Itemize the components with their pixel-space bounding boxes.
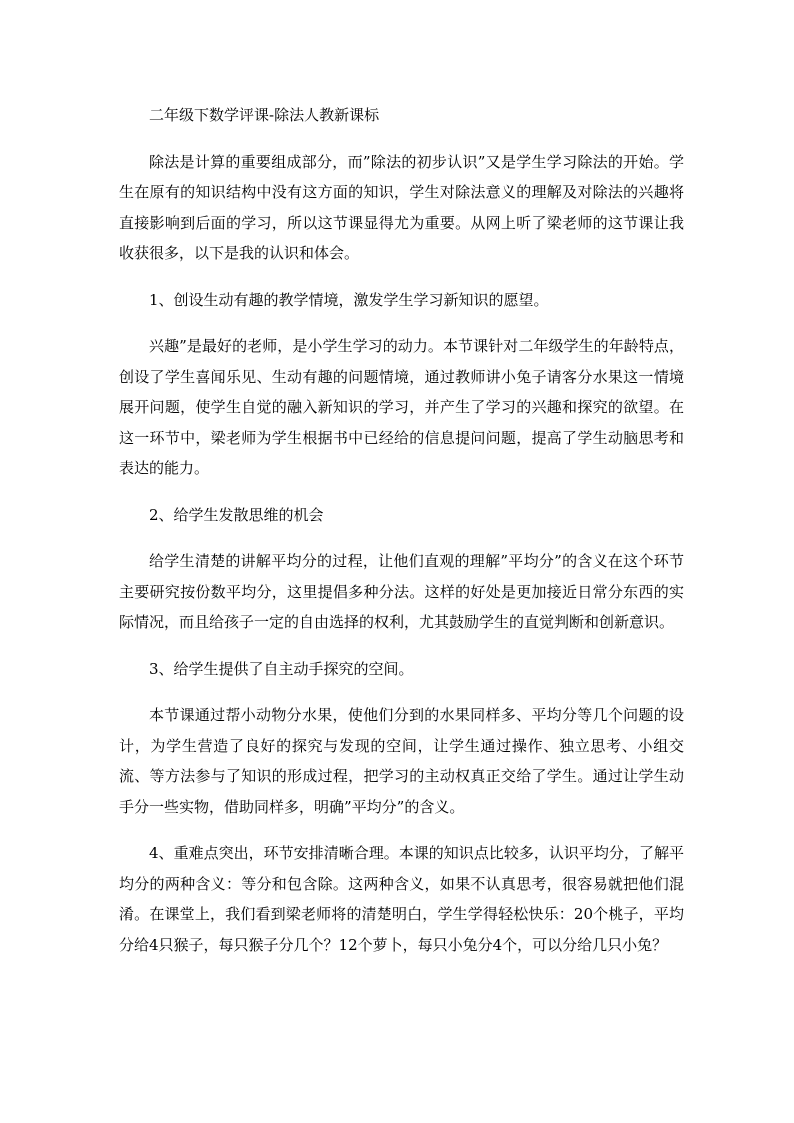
section-paragraph-2: 给学生清楚的讲解平均分的过程，让他们直观的理解”平均分”的含义在这个环节主要研究按份数平均分，这里提倡多种分法。这样的好处是更加接近日常分东西的实际情况，而且给孩子一定的自由选择的权利，尤其鼓励学生的直觉判断和创新意识。 (119, 552, 684, 631)
section-heading-1: 1、创设生动有趣的教学情境，激发学生学习新知识的愿望。 (149, 290, 549, 309)
section-paragraph-3: 本节课通过帮小动物分水果，使他们分到的水果同样多、平均分等几个问题的设计，为学生营造了良好的探究与发现的空间，让学生通过操作、独立思考、小组交流、等方法参与了知识的形成过程，把学习的主动权真正交给了学生。通过让学生动手分一些实物，借助同样多，明确”平均分”的含义。 (119, 706, 684, 816)
section-heading-3: 3、给学生提供了自主动手探究的空间。 (149, 659, 414, 678)
intro-paragraph: 除法是计算的重要组成部分，而”除法的初步认识”又是学生学习除法的开始。学生在原有的知识结构中没有这方面的知识，学生对除法意义的理解及对除法的兴趣将直接影响到后面的学习，所以这节课显得尤为重要。从网上听了梁老师的这节课让我收获很多，以下是我的认识和体会。 (119, 152, 684, 262)
section-heading-2: 2、给学生发散思维的机会 (149, 505, 324, 524)
document-title: 二年级下数学评课-除法人教新课标 (149, 106, 380, 124)
document-body (119, 100, 684, 976)
section-paragraph-1: 兴趣”是最好的老师，是小学生学习的动力。本节课针对二年级学生的年龄特点，创设了学生喜闻乐见、生动有趣的问题情境，通过教师讲小兔子请客分水果这一情境展开问题，使学生自觉的融入新知识的学习，并产生了学习的兴趣和探究的欲望。在这一环节中，梁老师为学生根据书中已经给的信息提问问题，提高了学生动脑思考和表达的能力。 (119, 337, 684, 477)
section-paragraph-4: 4、重难点突出，环节安排清晰合理。本课的知识点比较多，认识平均分，了解平均分的两种含义：等分和包含除。这两种含义，如果不认真思考，很容易就把他们混淆。在课堂上，我们看到梁老师将的清楚明白，学生学得轻松快乐：20个桃子，平均分给4只猴子，每只猴子分几个？12个萝卜，每只小兔分4个，可以分给几只小兔？ (119, 844, 684, 954)
